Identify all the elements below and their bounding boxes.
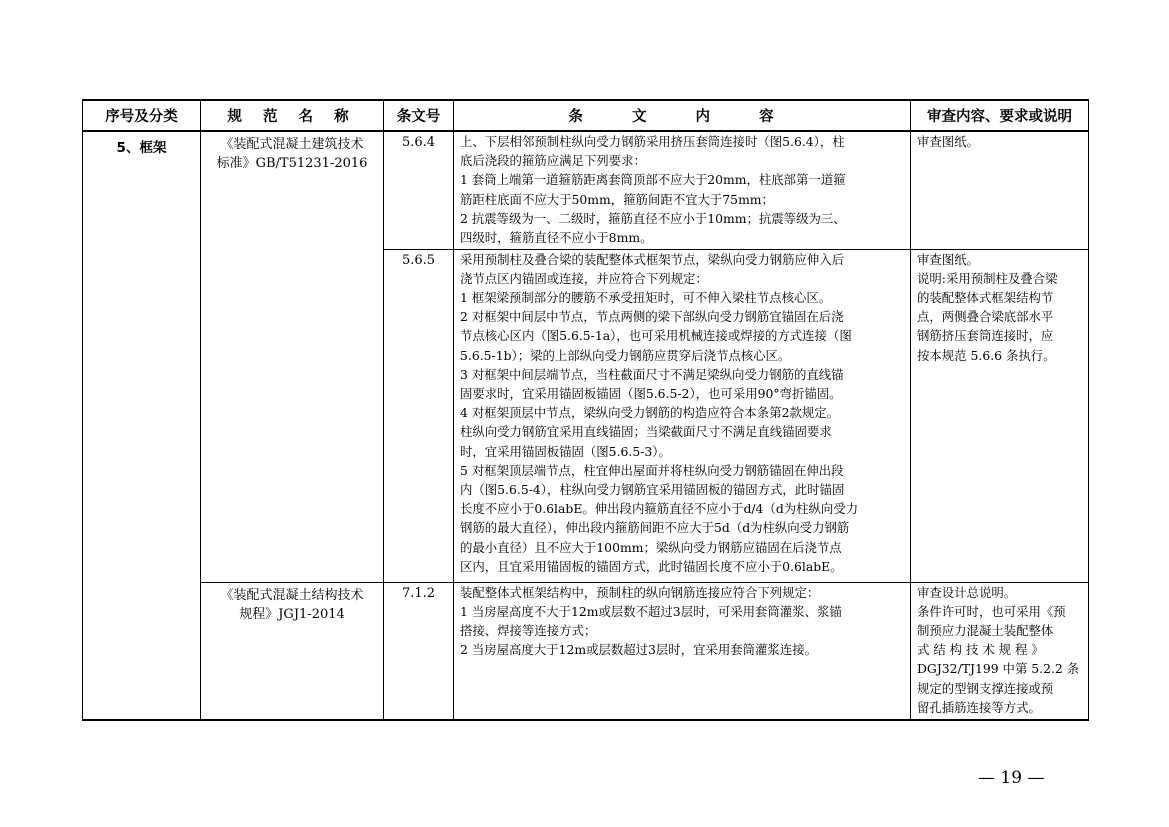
table-row xyxy=(83,582,1089,720)
content-line: 柱纵向受力钢筋宜采用直线锚固；当梁截面尺寸不满足直线锚固要求 xyxy=(460,424,832,440)
table-row xyxy=(83,131,1089,249)
content-line: 1 套筒上端第一道箍筋距离套筒顶部不应大于20mm，柱底部第一道箍 xyxy=(460,172,846,188)
page-number: — 19 — xyxy=(978,768,1045,788)
content-line: 区内，且宜采用锚固板的锚固方式，此时锚固长度不应小于0.6labE。 xyxy=(460,558,843,574)
content-line: 5.6.5-1b）；梁的上部纵向受力钢筋应贯穿后浇节点核心区。 xyxy=(460,347,791,363)
review-line: 的装配整体式框架结构节 xyxy=(917,289,1054,305)
review-line: 制预应力混凝土装配整体 xyxy=(917,622,1054,638)
content-line: 浇节点区内锚固或连接，并应符合下列规定： xyxy=(460,270,708,286)
clause-content xyxy=(454,249,911,582)
review-line: 规定的型钢支撑连接或预 xyxy=(917,680,1054,696)
header-standard-name: 规 范 名 称 xyxy=(201,100,384,131)
header-category: 序号及分类 xyxy=(83,100,201,131)
content-line: 3 对框架中间层端节点，当柱截面尺寸不满足梁纵向受力钢筋的直线锚 xyxy=(460,366,844,382)
header-review: 审查内容、要求或说明 xyxy=(911,100,1089,131)
standard-name-line: 《装配式混凝土结构技术 xyxy=(220,587,364,603)
header-clause-content: 条 文 内 容 xyxy=(454,100,911,131)
content-line: 上、下层相邻预制柱纵向受力钢筋采用挤压套筒连接时（图5.6.4），柱 xyxy=(460,134,845,149)
content-line: 1 框架梁预制部分的腰筋不承受扭矩时，可不伸入梁柱节点核心区。 xyxy=(460,289,832,305)
review-cell xyxy=(911,249,1089,582)
review-line: DGJ32/TJ199 中第 5.2.2 条 xyxy=(917,661,1080,677)
review-line: 按本规范 5.6.6 条执行。 xyxy=(917,347,1056,363)
review-line: 点，两侧叠合梁底部水平 xyxy=(917,309,1054,325)
content-line: 2 对框架中间层中节点，节点两侧的梁下部纵向受力钢筋宜锚固在后浇 xyxy=(460,309,844,325)
header-clause-no: 条文号 xyxy=(384,100,454,131)
content-line: 固要求时，宜采用锚固板锚固（图5.6.5-2），也可采用90°弯折锚固。 xyxy=(460,385,842,401)
content-line: 的最小直径）且不应大于100mm；梁纵向受力钢筋应锚固在后浇节点 xyxy=(460,539,842,555)
content-line: 时，宜采用锚固板锚固（图5.6.5-3）。 xyxy=(460,443,671,459)
content-line: 底后浇段的箍筋应满足下列要求： xyxy=(460,153,646,169)
review-line: 审查图纸。 xyxy=(917,134,979,149)
content-line: 内（图5.6.5-4），柱纵向受力钢筋宜采用锚固板的锚固方式，此时锚固 xyxy=(460,481,845,497)
clause-number: 7.1.2 xyxy=(384,582,454,720)
content-line: 四级时，箍筋直径不应小于8mm。 xyxy=(460,230,653,246)
review-line: 说明:采用预制柱及叠合梁 xyxy=(917,270,1058,286)
content-line: 装配整体式框架结构中，预制柱的纵向钢筋连接应符合下列规定： xyxy=(460,584,820,600)
content-line: 4 对框架顶层中节点，梁纵向受力钢筋的构造应符合本条第2款规定。 xyxy=(460,405,840,421)
clause-number: 5.6.4 xyxy=(384,131,454,249)
clause-content xyxy=(454,582,911,720)
review-cell xyxy=(911,582,1089,720)
review-line: 留孔插筋连接等方式。 xyxy=(917,699,1041,715)
content-line: 2 当房屋高度大于12m或层数超过3层时，宜采用套筒灌浆连接。 xyxy=(460,642,817,658)
content-line: 筋距柱底面不应大于50mm，箍筋间距不宜大于75mm； xyxy=(460,191,774,207)
standard-name-cell xyxy=(201,131,384,582)
content-line: 长度不应小于0.6labE。伸出段内箍筋直径不应小于d/4（d为柱纵向受力 xyxy=(460,501,859,517)
content-line: 1 当房屋高度不大于12m或层数不超过3层时，可采用套筒灌浆、浆锚 xyxy=(460,603,842,619)
standard-name-line: 标准》GB/T51231-2016 xyxy=(216,156,368,171)
review-table xyxy=(82,99,1089,721)
review-line: 条件许可时，也可采用《预 xyxy=(917,603,1066,619)
review-line: 审查图纸。 xyxy=(917,251,979,267)
review-cell xyxy=(911,131,1089,249)
category-cell: 5、框架 xyxy=(83,131,201,720)
clause-content xyxy=(454,131,911,249)
content-line: 节点核心区内（图5.6.5-1a），也可采用机械连接或焊接的方式连接（图 xyxy=(460,328,852,344)
standard-name-line: 规程》JGJ1-2014 xyxy=(239,606,345,622)
content-line: 搭接、焊接等连接方式； xyxy=(460,622,597,638)
content-line: 钢筋的最大直径），伸出段内箍筋间距不应大于5d（d为柱纵向受力钢筋 xyxy=(460,520,850,536)
content-line: 2 抗震等级为一、二级时，箍筋直径不应小于10mm；抗震等级为三、 xyxy=(460,210,846,226)
content-line: 5 对框架顶层端节点，柱宜伸出屋面并将柱纵向受力钢筋锚固在伸出段 xyxy=(460,462,844,478)
content-line: 采用预制柱及叠合梁的装配整体式框架节点，梁纵向受力钢筋应伸入后 xyxy=(460,251,845,267)
standard-name-line: 《装配式混凝土建筑技术 xyxy=(220,137,364,152)
table-header-row xyxy=(83,100,1089,131)
review-line: 审查设计总说明。 xyxy=(917,584,1017,600)
clause-number: 5.6.5 xyxy=(384,249,454,582)
standard-name-cell xyxy=(201,582,384,720)
review-line: 钢筋挤压套筒连接时，应 xyxy=(917,328,1054,344)
review-line: 式 结 构 技 术 规 程 》 xyxy=(917,642,1044,658)
